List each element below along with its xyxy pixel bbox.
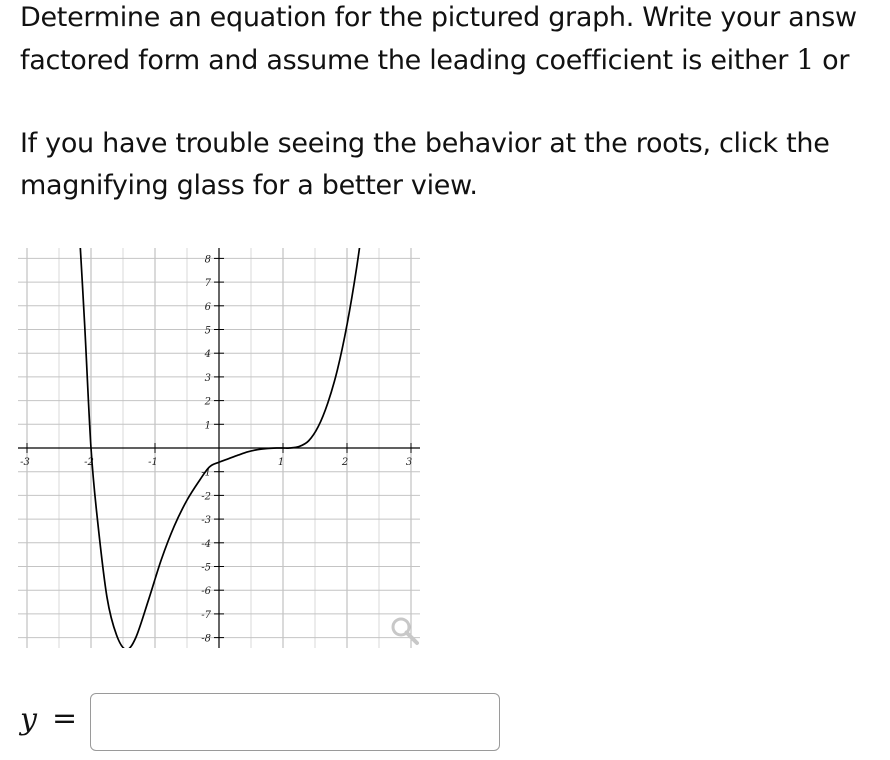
equals-sign: = (52, 701, 78, 736)
y-tick-label: -6 (201, 586, 211, 598)
x-tick-label: -3 (20, 457, 30, 468)
y-tick-label: 8 (204, 254, 211, 266)
answer-variable-label: y (20, 702, 37, 737)
y-tick-label: 5 (204, 325, 211, 337)
y-tick-label: -5 (201, 562, 211, 574)
y-tick-label: 4 (204, 349, 211, 361)
x-tick-label: 1 (277, 457, 285, 468)
y-tick-label: 1 (204, 420, 211, 432)
tick-labels (20, 254, 412, 644)
y-tick-label: 7 (204, 278, 211, 290)
x-tick-label: 2 (341, 457, 349, 468)
y-tick-label: 3 (204, 372, 211, 384)
leading-coefficient-value: 1 (796, 43, 814, 76)
prompt-line-3: If you have trouble seeing the behavior at the roots, click the (20, 128, 830, 159)
magnifying-glass-icon (388, 614, 422, 648)
x-tick-label: -1 (148, 457, 158, 468)
prompt-line-1: Determine an equation for the pictured graph. Write your answ (20, 2, 857, 33)
magnify-button[interactable] (388, 614, 422, 648)
y-tick-label: -1 (201, 467, 211, 479)
y-tick-label: 2 (204, 396, 211, 408)
y-tick-label: -2 (201, 491, 211, 503)
prompt-line-2-text: factored form and assume the leading coefficient is either (20, 45, 797, 76)
y-tick-label: -8 (201, 633, 211, 645)
y-tick-label: -3 (201, 515, 211, 527)
x-tick-label: -2 (84, 457, 94, 468)
y-tick-label: 6 (204, 301, 211, 313)
answer-input[interactable] (90, 693, 500, 751)
axes (18, 248, 420, 648)
prompt-line-4: magnifying glass for a better view. (20, 170, 478, 201)
y-tick-label: -4 (201, 538, 211, 550)
x-tick-label: 3 (405, 457, 413, 468)
y-tick-label: -7 (201, 609, 211, 621)
prompt-line-2-tail: or (813, 45, 850, 76)
